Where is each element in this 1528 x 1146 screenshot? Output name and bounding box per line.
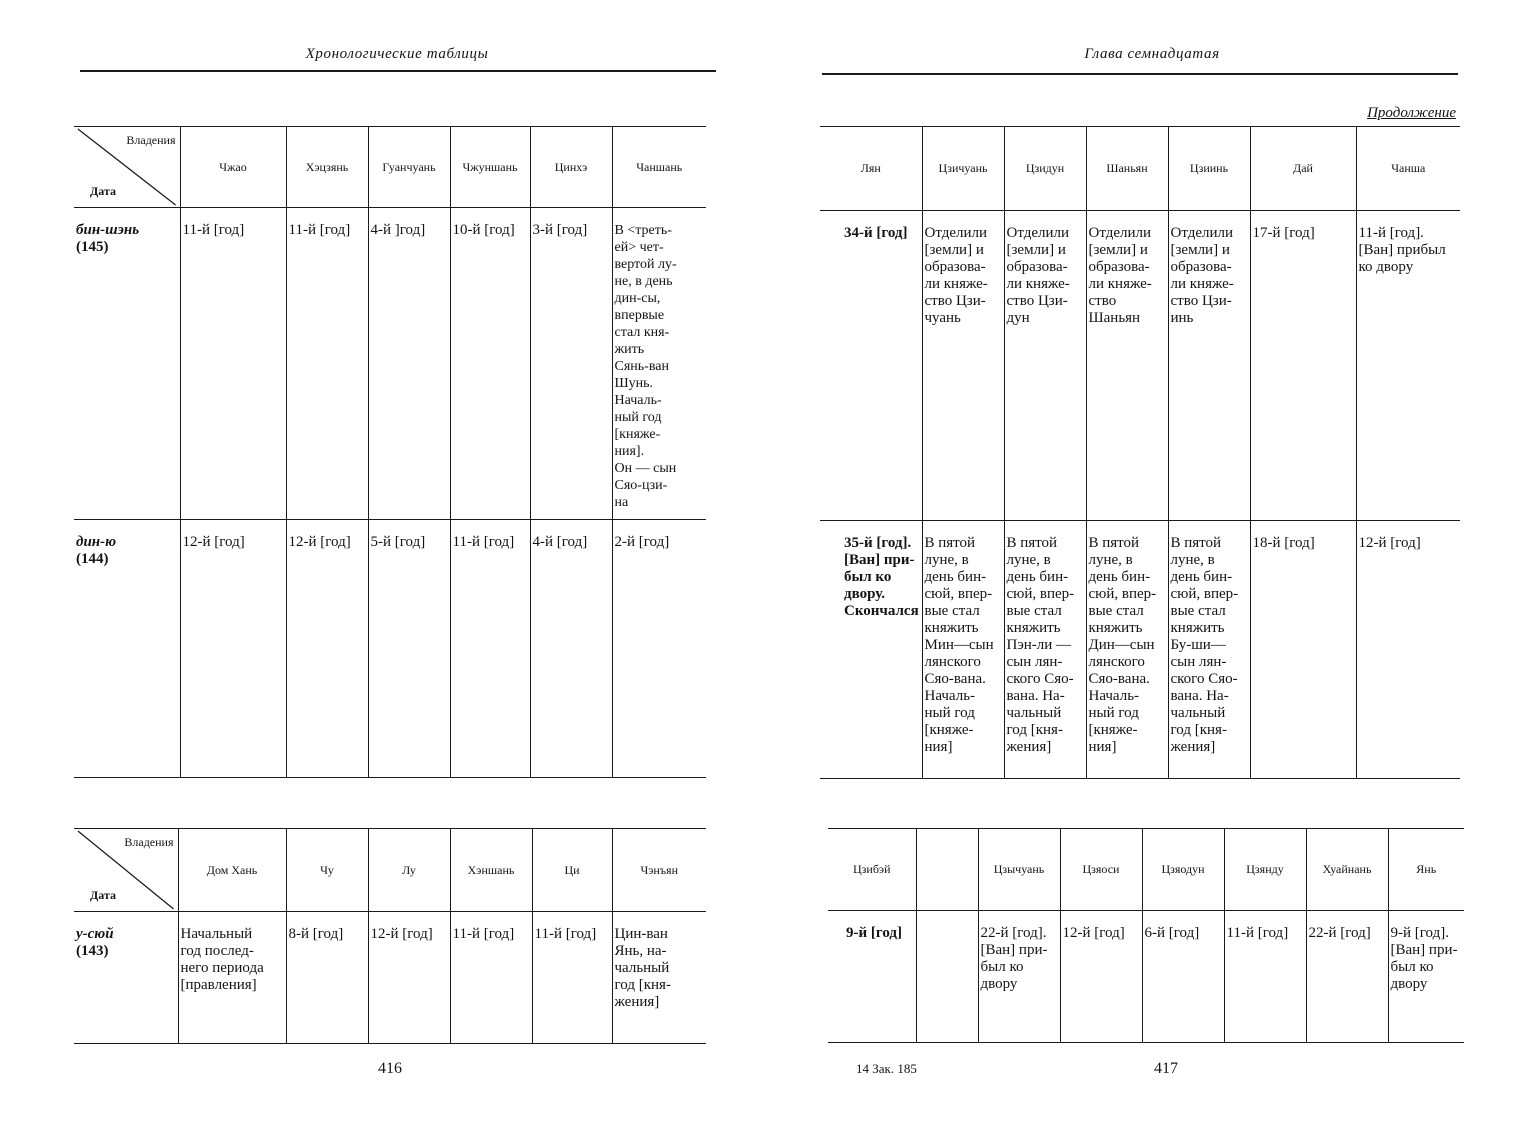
cell-text: 11-й [год]: [182, 222, 245, 238]
right-table-2: [828, 828, 1464, 1043]
column-header: Лян: [820, 127, 922, 211]
cyclical-date: дин-ю: [76, 534, 117, 550]
table-header-row: [820, 127, 1460, 211]
cell-text: 4-й [год]: [532, 534, 588, 550]
cell-text: 34-й [год]: [844, 225, 908, 241]
column-header: Чжао: [180, 127, 286, 208]
column-header: Цзиинь: [1168, 127, 1250, 211]
table-cell: [178, 912, 286, 1044]
table-cell: [532, 912, 612, 1044]
cell-text: 11-й [год]. [Ван] прибыл ко двору: [1358, 225, 1446, 275]
cell-text: В пятой луне, в день бин- сюй, впер- вые стал княжить Дин—сын лянского Сяо-вана. Началь- ный год [княже- ния]: [1088, 535, 1157, 755]
column-header: Хэцзянь: [286, 127, 368, 208]
cell-text: В пятой луне, в день бин- сюй, впер- вые стал княжить Мин—сын лянского Сяо-вана. Началь- ный год [княже- ния]: [924, 535, 994, 755]
table-cell: [180, 208, 286, 520]
date-cell: [74, 912, 178, 1044]
table-cell: [450, 208, 530, 520]
right-page-number: 417: [1154, 1060, 1178, 1077]
table-row: [74, 208, 706, 520]
column-header: Ци: [532, 829, 612, 912]
corner-label-date: Дата: [90, 184, 116, 198]
column-header: Дом Хань: [178, 829, 286, 912]
column-header: Цзибэй: [828, 829, 916, 911]
right-header-rule: [822, 73, 1458, 75]
table-cell: [820, 521, 922, 779]
table-cell: [1356, 521, 1460, 779]
column-header: Цзычуань: [978, 829, 1060, 911]
cell-text: 12-й [год]: [1062, 925, 1125, 941]
cell-text: Отделили [земли] и образова- ли княже- ство Цзи- инь: [1170, 225, 1234, 326]
cell-text: В пятой луне, в день бин- сюй, впер- вые стал княжить Пэн-ли — сын лян- ского Сяо- вана. На- чальный год [кня- жения]: [1006, 535, 1075, 755]
column-header: Чжуншань: [450, 127, 530, 208]
printer-footer-note: 14 Зак. 185: [856, 1061, 917, 1076]
table-header-row: [74, 127, 706, 208]
table-cell: [286, 520, 368, 778]
cell-text: 11-й [год]: [534, 926, 597, 942]
cyclical-date: у-сюй: [76, 926, 114, 942]
column-header: Янь: [1388, 829, 1464, 911]
table-cell: [530, 520, 612, 778]
cell-text: 9-й [год]: [846, 925, 902, 941]
cell-text: В пятой луне, в день бин- сюй, впер- вые стал княжить Бу-ши— сын лян- ского Сяо- вана. На- чальный год [кня- жения]: [1170, 535, 1239, 755]
table-cell: [1086, 521, 1168, 779]
right-running-head: Глава семнадцатая: [1084, 46, 1220, 62]
table-cell: [530, 208, 612, 520]
column-header: Гуанчуань: [368, 127, 450, 208]
cell-text: Начальный год послед- него периода [правления]: [180, 926, 264, 993]
table-row: [820, 211, 1460, 521]
column-header: Шаньян: [1086, 127, 1168, 211]
cell-text: 3-й [год]: [532, 222, 588, 238]
cell-text: 11-й [год]: [452, 534, 515, 550]
table-cell: [1086, 211, 1168, 521]
table-cell: [450, 912, 532, 1044]
date-cell: [74, 208, 180, 520]
table-cell: [922, 211, 1004, 521]
corner-cell: [74, 127, 180, 208]
table-cell: [1168, 211, 1250, 521]
corner-cell: [74, 829, 178, 912]
table-cell: [1306, 911, 1388, 1043]
cell-text: 11-й [год]: [288, 222, 351, 238]
corner-label-holdings: Владения: [124, 835, 174, 849]
cell-text: 12-й [год]: [370, 926, 433, 942]
column-header: Цзяоси: [1060, 829, 1142, 911]
cell-text: Цин-ван Янь, на- чальный год [кня- жения]: [614, 926, 671, 1010]
cyclical-date: бин-шэнь: [76, 222, 140, 238]
cell-text: Отделили [земли] и образова- ли княже- ство Шаньян: [1088, 225, 1152, 326]
year-bc: (145): [76, 239, 109, 255]
column-header: Чэнъян: [612, 829, 706, 912]
table-cell: [1250, 521, 1356, 779]
cell-text: Отделили [земли] и образова- ли княже- ство Цзи- дун: [1006, 225, 1070, 326]
column-header: Чаншань: [612, 127, 706, 208]
cell-text: В <треть- ей> чет- вертой лу- не, в день дин-сы, впервые стал кня- жить Сянь-ван Шунь. Началь- ный год [княже- ния]. Он — сын Сяо-цзи- на: [614, 223, 677, 510]
cell-text: Отделили [земли] и образова- ли княже- ство Цзи- чуань: [924, 225, 988, 326]
right-table-1: [820, 126, 1460, 779]
table-header-row: [828, 829, 1464, 911]
corner-label-date: Дата: [90, 888, 116, 902]
cell-text: 12-й [год]: [182, 534, 245, 550]
table-cell: [978, 911, 1060, 1043]
cell-text: 18-й [год]: [1252, 535, 1315, 551]
cell-text: 2-й [год]: [614, 534, 670, 550]
table-cell: [286, 912, 368, 1044]
table-header-row: [74, 829, 706, 912]
column-header: Цзичуань: [922, 127, 1004, 211]
table-row: [74, 912, 706, 1044]
column-header: Чанша: [1356, 127, 1460, 211]
left-table-1: [74, 126, 706, 778]
cell-text: 9-й [год]. [Ван] при- был ко двору: [1390, 925, 1458, 992]
table-cell: [1142, 911, 1224, 1043]
table-cell: [368, 520, 450, 778]
cell-text: 11-й [год]: [452, 926, 515, 942]
table-cell: [612, 208, 706, 520]
table-cell: [286, 208, 368, 520]
cell-text: 35-й [год]. [Ван] при- был ко двору. Скончался: [844, 535, 919, 619]
cell-text: 4-й ]год]: [370, 222, 426, 238]
table-cell: [612, 520, 706, 778]
cell-text: 5-й [год]: [370, 534, 426, 550]
table-cell: [1004, 521, 1086, 779]
table-cell: [922, 521, 1004, 779]
column-header: Чу: [286, 829, 368, 912]
table-cell: [450, 520, 530, 778]
table-cell: [1004, 211, 1086, 521]
table-cell: [820, 211, 922, 521]
table-cell: [368, 912, 450, 1044]
column-header: Лу: [368, 829, 450, 912]
column-header: Дай: [1250, 127, 1356, 211]
table-cell: [916, 911, 978, 1043]
column-header: Хуайнань: [1306, 829, 1388, 911]
table-cell: [612, 912, 706, 1044]
table-cell: [1060, 911, 1142, 1043]
cell-text: 11-й [год]: [1226, 925, 1289, 941]
table-row: [74, 520, 706, 778]
table-cell: [828, 911, 916, 1043]
table-cell: [1224, 911, 1306, 1043]
cell-text: 12-й [год]: [1358, 535, 1421, 551]
table-cell: [1388, 911, 1464, 1043]
column-header: Цинхэ: [530, 127, 612, 208]
column-header: Цзяодун: [1142, 829, 1224, 911]
corner-label-holdings: Владения: [126, 133, 176, 147]
cell-text: 22-й [год]. [Ван] при- был ко двору: [980, 925, 1048, 992]
table-cell: [1356, 211, 1460, 521]
table-cell: [180, 520, 286, 778]
table-row: [828, 911, 1464, 1043]
left-header-rule: [80, 70, 716, 72]
table-cell: [368, 208, 450, 520]
cell-text: 22-й [год]: [1308, 925, 1371, 941]
column-header: Хэншань: [450, 829, 532, 912]
left-table-2: [74, 828, 706, 1044]
cell-text: 10-й [год]: [452, 222, 515, 238]
column-header: Цзянду: [1224, 829, 1306, 911]
column-header: Цзидун: [1004, 127, 1086, 211]
left-running-head: Хронологические таблицы: [305, 46, 489, 62]
column-header: [916, 829, 978, 911]
table-cell: [1250, 211, 1356, 521]
date-cell: [74, 520, 180, 778]
left-page-number: 416: [378, 1060, 402, 1077]
table-cell: [1168, 521, 1250, 779]
table-row: [820, 521, 1460, 779]
year-bc: (144): [76, 551, 109, 567]
continuation-label: Продолжение: [1367, 105, 1456, 121]
cell-text: 8-й [год]: [288, 926, 344, 942]
year-bc: (143): [76, 943, 109, 959]
cell-text: 12-й [год]: [288, 534, 351, 550]
cell-text: 6-й [год]: [1144, 925, 1200, 941]
cell-text: 17-й [год]: [1252, 225, 1315, 241]
